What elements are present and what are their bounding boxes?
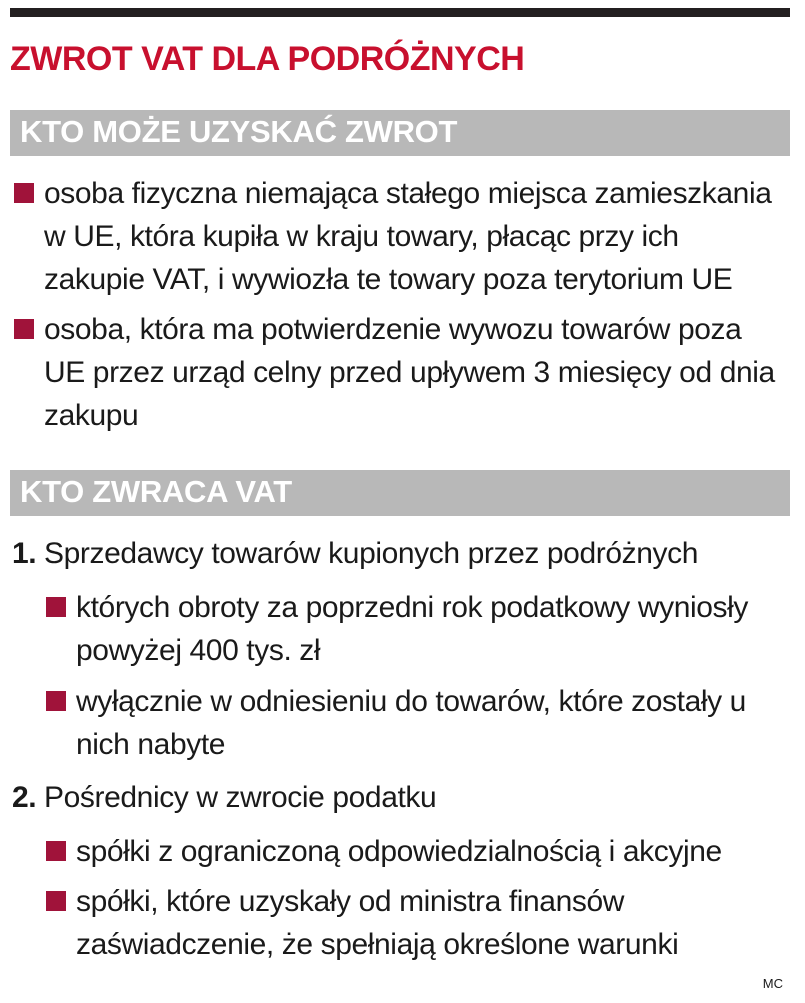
numbered-item [12,532,698,575]
list-item [46,880,786,966]
list-item-text: spółki, które uzyskały od ministra finansów zaświadczenie, że spełniają określone warunki [76,885,679,961]
numbered-item [12,776,436,819]
item-label: Pośrednicy w zwrocie podatku [44,781,437,814]
list-item-text: osoba, która ma potwierdzenie wywozu towarów poza UE przez urząd celny przed upływem 3 miesięcy od dnia zakupu [44,313,775,432]
item-number: 2. [12,781,37,814]
square-bullet-icon [46,597,66,617]
item-number: 1. [12,537,37,570]
list-item [46,680,786,766]
section-header-who-can [10,110,790,156]
section-header-label: KTO MOŻE UZYSKAĆ ZWROT [20,114,458,149]
list-item [14,308,784,437]
list-item [46,586,786,672]
section-header-label: KTO ZWRACA VAT [20,474,292,509]
top-rule [10,8,790,17]
square-bullet-icon [14,183,34,203]
page-title: ZWROT VAT DLA PODRÓŻNYCH [10,40,525,78]
list-item-text: których obroty za poprzedni rok podatkowy wyniosły powyżej 400 tys. zł [76,591,748,667]
square-bullet-icon [46,891,66,911]
list-item [14,172,784,301]
square-bullet-icon [46,691,66,711]
square-bullet-icon [14,319,34,339]
section-header-who-refunds [10,470,790,516]
item-label: Sprzedawcy towarów kupionych przez podróżnych [44,537,698,570]
list-item-text: spółki z ograniczoną odpowiedzialnością i akcyjne [76,835,722,868]
list-item-text: osoba fizyczna niemająca stałego miejsca zamieszkania w UE, która kupiła w kraju towary, płacąc przy ich zakupie VAT, i wywiozła te towary poza terytorium UE [44,177,772,296]
square-bullet-icon [46,841,66,861]
list-item [46,830,786,873]
credit-label: MC [762,976,783,991]
list-item-text: wyłącznie w odniesieniu do towarów, które zostały u nich nabyte [76,685,746,761]
